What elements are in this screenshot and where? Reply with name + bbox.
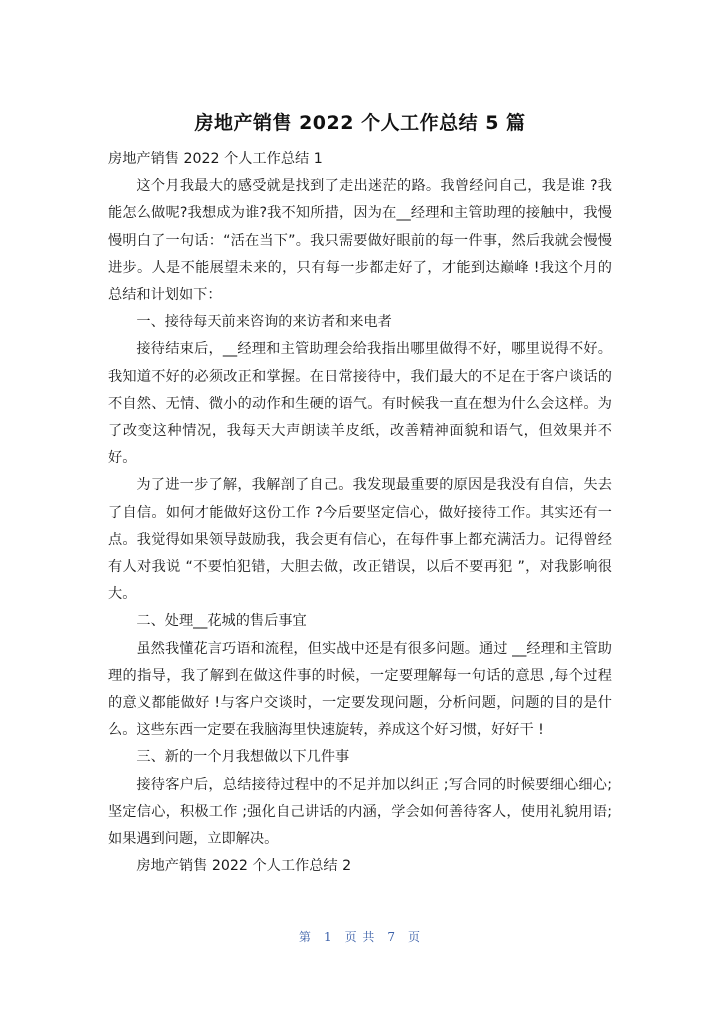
footer-suffix: 页: [408, 930, 422, 944]
footer-current-page: 1: [323, 930, 333, 944]
paragraph-next-month-plan: 接待客户后，总结接待过程中的不足并加以纠正 ;写合同的时候要细心细心;坚定信心，积极工作 ;强化自己讲话的内涵，学会如何善待客人，使用礼貌用语;如果遇到问题，立即解决。: [108, 776, 612, 848]
footer-prefix: 第: [298, 930, 312, 944]
paragraph-intro: 这个月我最大的感受就是找到了走出迷茫的路。我曾经问自己，我是谁 ?我能怎么做呢?我想成为谁?我不知所措，因为在__经理和主管助理的接触中，我慢慢明白了一句话：“活在当下”。我只需要做好眼前的每一件事，然后我就会慢慢进步。人是不能展望未来的，只有每一步都走好了，才能到达巅峰 !我这个月的总结和计划如下：: [108, 178, 612, 304]
footer-middle: 页 共: [344, 930, 376, 944]
document-title: 房地产销售 2022 个人工作总结 5 篇: [194, 112, 526, 134]
paragraph-after-sales: 虽然我懂花言巧语和流程，但实战中还是有很多问题。通过 __经理和主管助理的指导，我了解到在做这件事的时候，一定要理解每一句话的意思 ,每个过程的意义都能做好 !与客户交谈时，一定要发现问题，分析问题，问题的目的是什么。这些东西一定要在我脑海里快速旋转，养成这个好习惯，好好干 !: [108, 640, 612, 739]
footer-total-pages: 7: [387, 930, 397, 944]
document-body: [108, 146, 612, 880]
page-number-footer: [0, 928, 720, 945]
paragraph-self-analysis: 为了进一步了解，我解剖了自己。我发现最重要的原因是我没有自信，失去了自信。如何才能做好这份工作 ?今后要坚定信心，做好接待工作。其实还有一点。我觉得如果领导鼓励我，我会更有信心，在每件事上都充满活力。记得曾经有人对我说 “不要怕犯错，大胆去做，改正错误，以后不要再犯 ”，对我影响很大。: [108, 477, 612, 603]
heading-next-month-plan: 三、新的一个月我想做以下几件事: [136, 749, 350, 766]
section-1-title: 房地产销售 2022 个人工作总结 1: [108, 151, 323, 167]
paragraph-reception-feedback: 接待结束后，__经理和主管助理会给我指出哪里做得不好，哪里说得不好。我知道不好的必须改正和掌握。在日常接待中，我们最大的不足在于客户谈话的不自然、无情、微小的动作和生硬的语气。有时候我一直在想为什么会这样。为了改变这种情况，我每天大声朗读羊皮纸，改善精神面貌和语气，但效果并不好。: [108, 341, 612, 467]
section-2-title: 房地产销售 2022 个人工作总结 2: [136, 858, 352, 875]
heading-reception: 一、接待每天前来咨询的来访者和来电者: [136, 314, 392, 331]
heading-after-sales: 二、处理__花城的售后事宜: [136, 613, 307, 630]
